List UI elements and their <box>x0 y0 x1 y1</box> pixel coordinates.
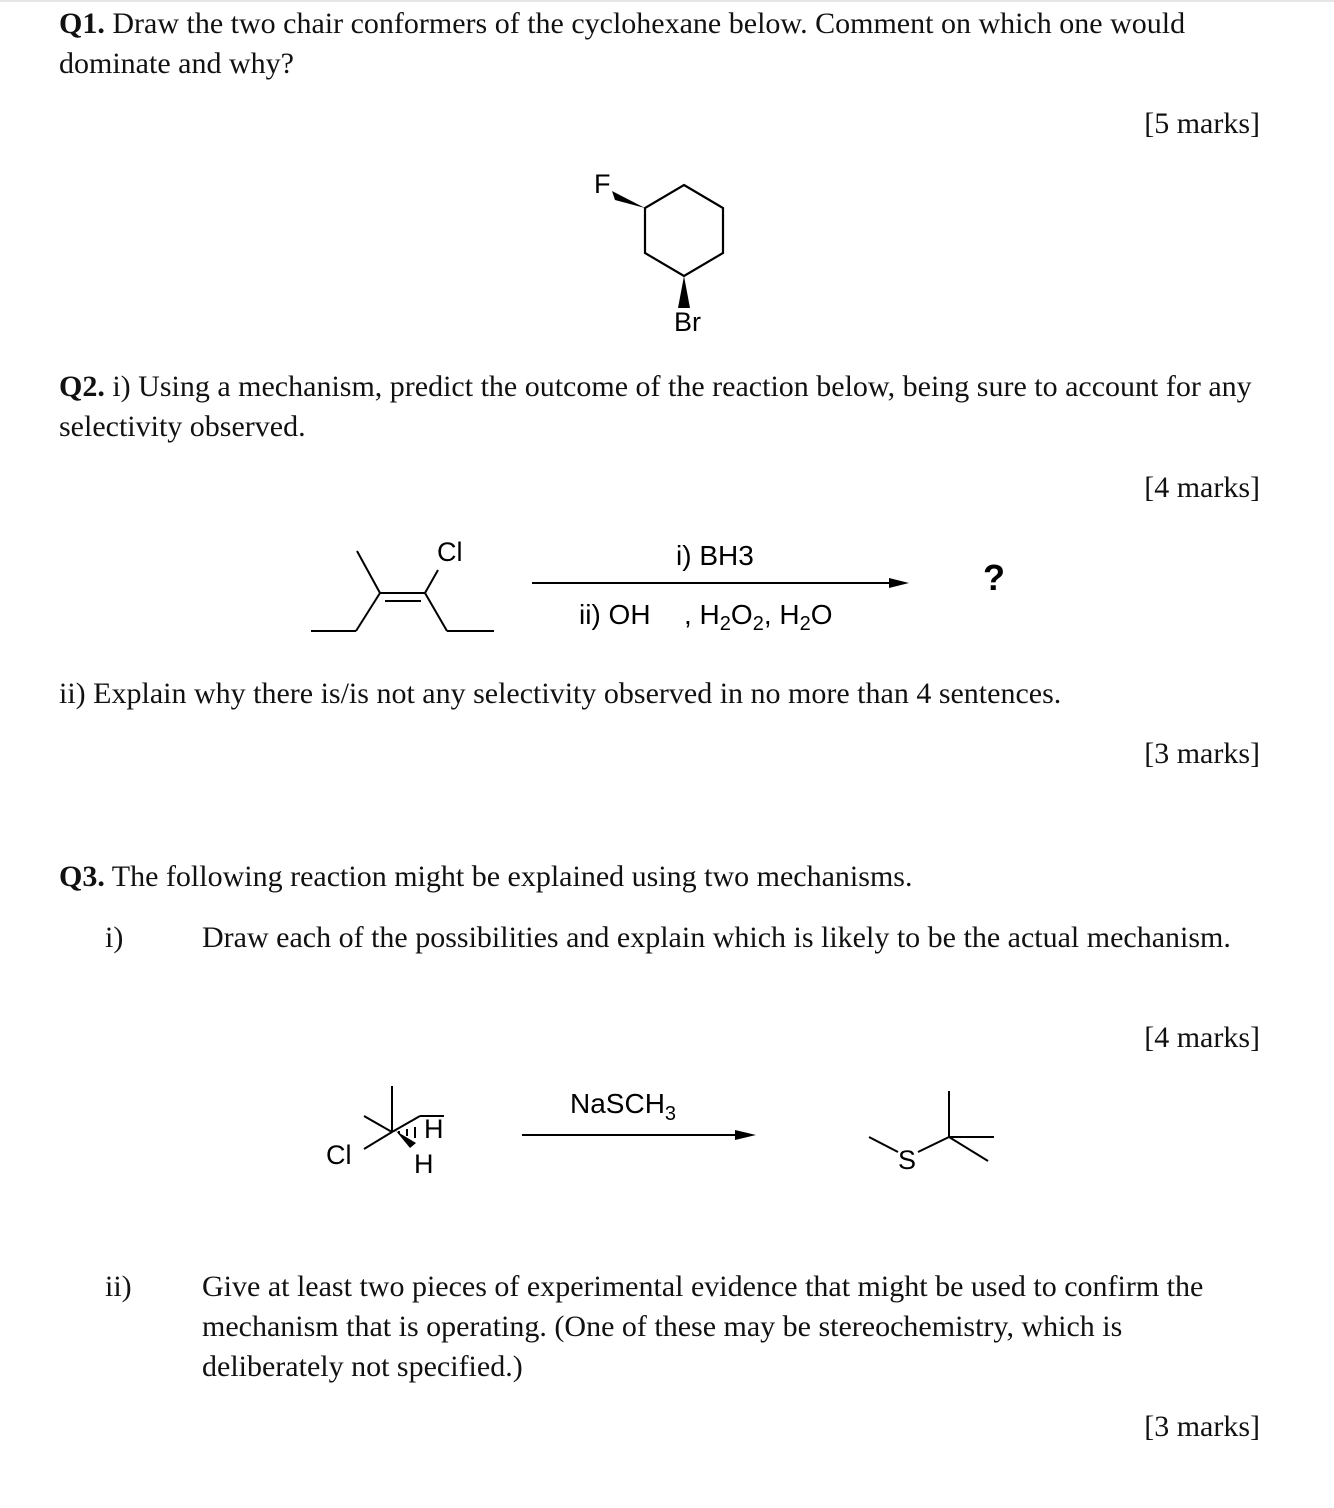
reagent-bottom-rest <box>684 599 833 635</box>
atom-cl: Cl <box>437 537 463 567</box>
reagent-o-end: O <box>810 599 833 630</box>
atom-br: Br <box>674 307 701 337</box>
reagent-sub-2a: 2 <box>719 613 731 635</box>
q3-part-ii-marks: [3 marks] <box>1144 1410 1260 1443</box>
q3-part-ii-number: ii) <box>105 1270 132 1303</box>
reaction-arrowhead-2 <box>735 1130 756 1140</box>
q1-marks: [5 marks] <box>1144 107 1260 140</box>
product-unknown: ? <box>983 557 1005 598</box>
q3-part-i-text: Draw each of the possibilities and explain which is likely to be the actual mechanism. <box>202 921 1231 954</box>
reagent-sub-3: 3 <box>664 1103 677 1125</box>
bond-left-lower <box>356 593 380 631</box>
q3-text: The following reaction might be explained using two mechanisms. <box>104 860 913 893</box>
q1-cyclohexane-structure <box>594 169 723 337</box>
bond-tbu-down <box>949 1137 988 1161</box>
bond-s-c <box>918 1137 949 1152</box>
reagent-bottom-oh: ii) OH <box>579 599 651 630</box>
reagent-top: i) BH3 <box>676 540 754 571</box>
reagent-nasch: NaSCH <box>570 1088 665 1119</box>
bond-c-left <box>364 1116 392 1132</box>
reactant-atom-h-top: H <box>424 1114 444 1144</box>
bond-cl-c <box>364 1132 392 1149</box>
bond-right-lower <box>425 593 447 631</box>
bond-methyl-s <box>869 1137 898 1152</box>
wedge-bond-br <box>678 276 690 308</box>
q2-part-i-text: i) Using a mechanism, predict the outcome of the reaction below, being sure to account for any selectivity observed. <box>59 370 1252 443</box>
q3-part-i-number: i) <box>105 921 124 954</box>
reagent-sub-2c: 2 <box>799 613 811 635</box>
reagent-comma-h: , H <box>684 599 720 630</box>
atom-f: F <box>594 169 611 199</box>
cyclohexane-ring <box>645 185 723 276</box>
reagent-comma-h2: , H <box>763 599 800 630</box>
reagent-nasch3 <box>570 1088 676 1125</box>
product-atom-s: S <box>898 1145 917 1175</box>
q1-label: Q1. <box>59 7 105 40</box>
q3-part-i-marks: [4 marks] <box>1144 1021 1260 1054</box>
wedge-bond-f <box>612 191 645 208</box>
reactant-atom-h-bottom: H <box>414 1149 434 1179</box>
q3-reaction-scheme <box>326 1086 994 1179</box>
q2-part-ii-marks: [3 marks] <box>1144 737 1260 770</box>
q3-label: Q3. <box>59 860 105 893</box>
reagent-o: O <box>730 599 753 630</box>
reagent-sub-2b: 2 <box>752 613 764 635</box>
reaction-arrowhead <box>889 578 909 588</box>
q2-reaction-scheme <box>311 537 1005 635</box>
reactant-atom-cl: Cl <box>326 1140 352 1170</box>
q2-part-ii-text: ii) Explain why there is/is not any selectivity observed in no more than 4 sentences. <box>59 677 1062 710</box>
q1-text: Draw the two chair conformers of the cyclohexane below. Comment on which one would dominate and why? <box>59 7 1186 80</box>
q3-part-ii-text: Give at least two pieces of experimental evidence that might be used to confirm the mechanism that is operating. (One of these may be stereochemistry, which is deliberately not specified.) <box>202 1270 1204 1383</box>
q2-label: Q2. <box>59 370 105 403</box>
bond-left-upper <box>357 551 380 593</box>
q2-part-i-marks: [4 marks] <box>1144 471 1260 504</box>
bond-to-cl <box>425 570 438 593</box>
